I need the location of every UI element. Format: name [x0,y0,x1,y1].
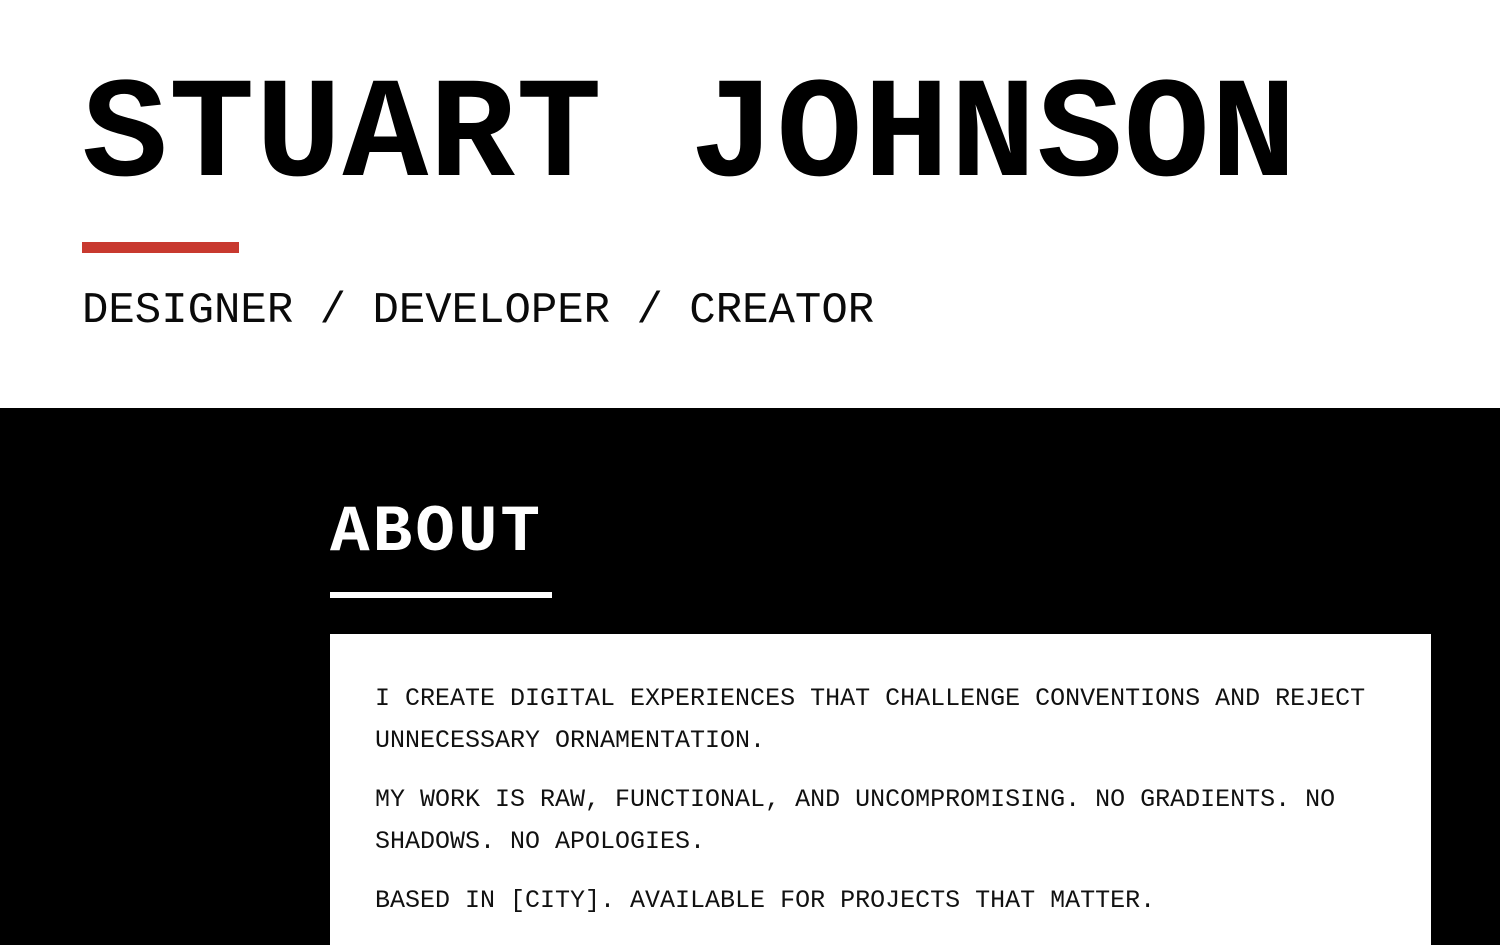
page-title: STUART JOHNSON [82,56,1298,218]
hero-section [0,0,1500,408]
about-paragraph: MY WORK IS RAW, FUNCTIONAL, AND UNCOMPROMISING. NO GRADIENTS. NO SHADOWS. NO APOLOGIES. [375,785,1336,856]
about-section [0,408,1500,945]
about-heading: ABOUT [330,495,544,570]
accent-bar [82,242,239,253]
tagline: DESIGNER / DEVELOPER / CREATOR [82,286,875,336]
about-paragraph: I CREATE DIGITAL EXPERIENCES THAT CHALLENGE CONVENTIONS AND REJECT UNNECESSARY ORNAMENTATION. [375,684,1366,755]
about-paragraph: BASED IN [CITY]. AVAILABLE FOR PROJECTS THAT MATTER. [375,886,1156,915]
heading-underline [330,592,552,598]
about-card [330,634,1431,945]
